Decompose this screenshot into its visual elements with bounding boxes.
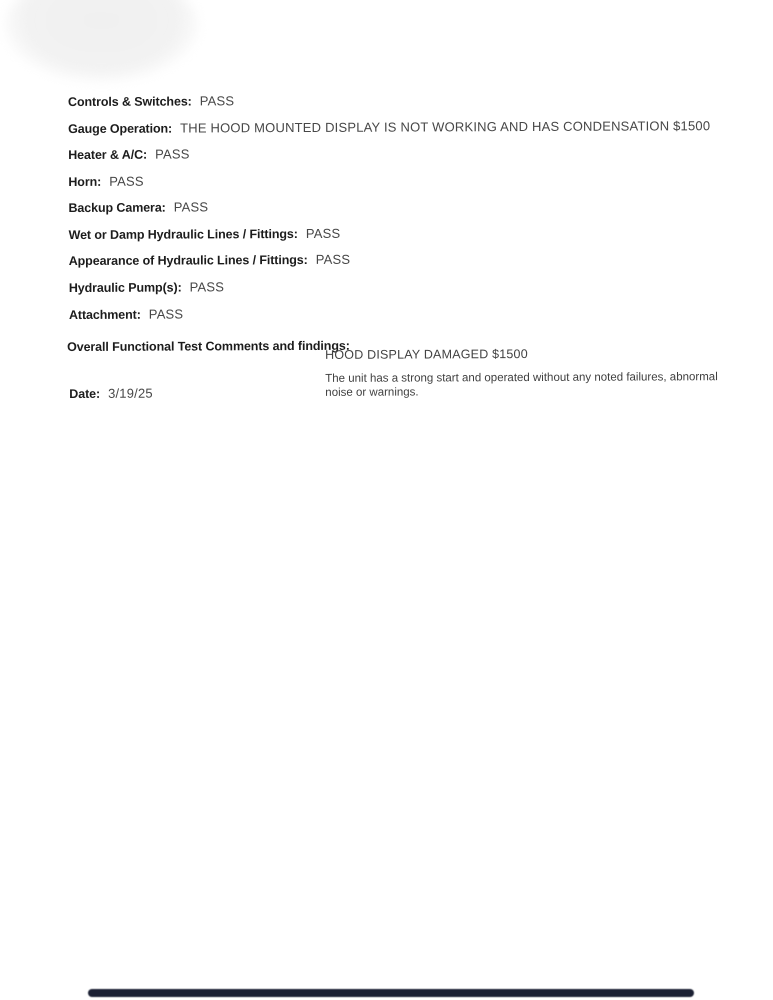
field-row-heater-ac bbox=[68, 145, 189, 164]
field-value: PASS bbox=[199, 93, 235, 109]
field-value: PASS bbox=[173, 199, 209, 215]
field-value: THE HOOD MOUNTED DISPLAY IS NOT WORKING AND HAS CONDENSATION $1500 bbox=[180, 118, 711, 136]
field-row-horn bbox=[68, 173, 143, 191]
field-label: Backup Camera: bbox=[68, 200, 166, 216]
field-row-gauge-operation bbox=[68, 117, 710, 138]
field-row-wet-damp-hydraulic bbox=[69, 225, 341, 244]
field-value: PASS bbox=[148, 306, 184, 322]
field-label: Hydraulic Pump(s): bbox=[68, 280, 182, 296]
field-value: PASS bbox=[155, 146, 190, 162]
field-value: PASS bbox=[189, 279, 225, 295]
field-row-attachment bbox=[69, 306, 183, 324]
date-row bbox=[69, 385, 153, 403]
field-value: PASS bbox=[315, 251, 351, 267]
overall-comment-paragraph: The unit has a strong start and operated without any noted failures, abnormal noise or warnings. bbox=[325, 371, 718, 399]
overall-comment-line: HOOD DISPLAY DAMAGED $1500 bbox=[325, 347, 528, 362]
field-label: Attachment: bbox=[68, 307, 141, 323]
scan-edge-bar bbox=[88, 989, 694, 997]
date-value: 3/19/25 bbox=[108, 385, 153, 401]
field-label: Appearance of Hydraulic Lines / Fittings: bbox=[68, 252, 308, 269]
field-label: Horn: bbox=[68, 174, 102, 190]
field-row-hydraulic-pumps bbox=[69, 278, 224, 297]
date-label: Date: bbox=[69, 386, 101, 402]
field-value: PASS bbox=[305, 225, 341, 241]
field-label: Wet or Damp Hydraulic Lines / Fittings: bbox=[68, 227, 298, 243]
field-row-appearance-hydraulic bbox=[69, 251, 351, 270]
field-row-backup-camera bbox=[68, 198, 208, 217]
field-row-controls-switches bbox=[68, 92, 234, 111]
field-value: PASS bbox=[109, 173, 144, 189]
field-label: Gauge Operation: bbox=[68, 121, 173, 137]
field-label: Heater & A/C: bbox=[68, 147, 148, 163]
field-label: Controls & Switches: bbox=[67, 94, 192, 110]
overall-comments-label: Overall Functional Test Comments and findings: bbox=[67, 338, 350, 355]
